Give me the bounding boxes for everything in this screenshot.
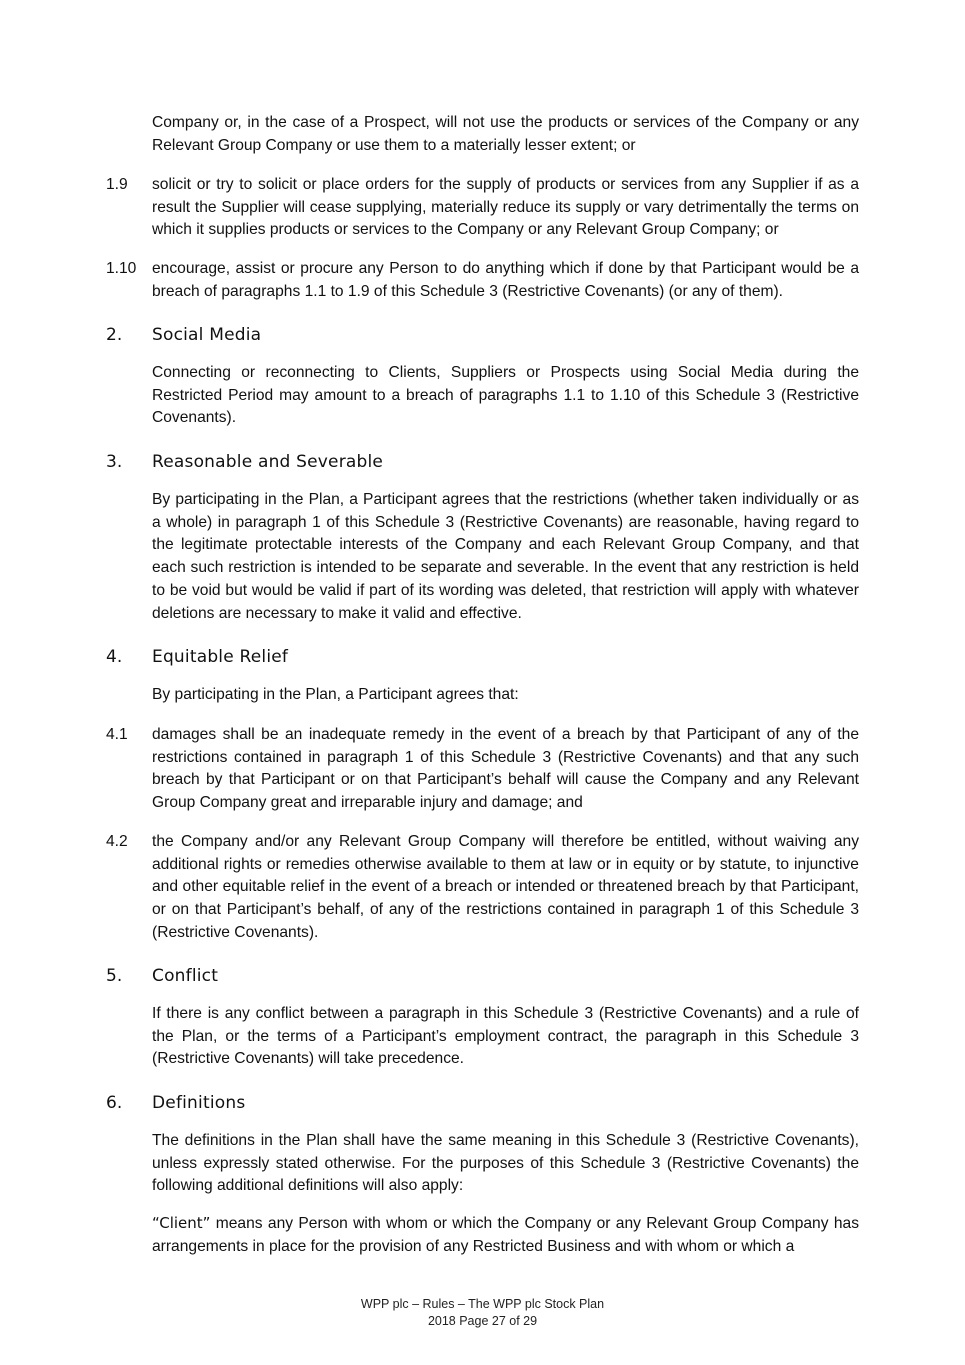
footer-page-number: 2018 Page 27 of 29 [427, 1314, 538, 1328]
page-footer [0, 1296, 965, 1330]
section-heading: Conflict [152, 966, 219, 986]
section-body: Connecting or reconnecting to Clients, Suppliers or Prospects using Social Media during the Restricted Period may amount to a breach of paragraphs 1.1 to 1.10 of this Schedule 3 (Restrictive Covenants). [152, 364, 859, 427]
section-heading: Definitions [152, 1093, 246, 1113]
section-body: The definitions in the Plan shall have the same meaning in this Schedule 3 (Restrictive Covenants), unless expressly stated otherwise. For the purposes of this Schedule 3 (Restrictive Covenants) the following additional definitions will also apply: [152, 1132, 859, 1195]
subitem-text: the Company and/or any Relevant Group Company will therefore be entitled, without waiving any additional rights or remedies otherwise available to them at law or in equity or by statute, to injunctive and other equitable relief in the event of a breach or intended or threatened breach by that Participant, or on that Participant’s behalf, of any of the restrictions contained in paragraph 1 of this Schedule 3 (Restrictive Covenants). [152, 833, 859, 941]
section-heading: Reasonable and Severable [152, 452, 384, 472]
definition-text: means any Person with whom or which the Company or any Relevant Group Company has arrangements in place for the provision of any Restricted Business and with whom or which a [152, 1215, 859, 1255]
definition-paragraph [152, 1212, 859, 1258]
continuation-paragraph: Company or, in the case of a Prospect, will not use the products or services of the Company or any Relevant Group Company or use them to a materially lesser extent; or [152, 114, 859, 154]
subitem-number: 4.1 [106, 726, 128, 743]
subitem-text: damages shall be an inadequate remedy in the event of a breach by that Participant of any of the restrictions contained in paragraph 1 of this Schedule 3 (Restrictive Covenants) and that any such breach by that Participant or on that Participant’s behalf will cause the Company and any Relevant Group Company great and irreparable injury and damage; and [152, 726, 859, 812]
item-number: 1.9 [106, 176, 128, 193]
section-body: If there is any conflict between a paragraph in this Schedule 3 (Restrictive Covenants) and a rule of the Plan, or the terms of a Participant’s employment contract, the paragraph in this Schedule 3 (Restrictive Covenants) will take precedence. [152, 1005, 859, 1068]
section-number: 4. [106, 647, 123, 667]
section-number: 2. [106, 325, 123, 345]
footer-title: WPP plc – Rules – The WPP plc Stock Plan [360, 1297, 605, 1311]
section-body: By participating in the Plan, a Participant agrees that the restrictions (whether taken individually or as a whole) in paragraph 1 of this Schedule 3 (Restrictive Covenants) are reasonable, having regard to the legitimate protectable interests of the Company and each Relevant Group Company, and that each such restriction is intended to be separate and severable. In the event that any restriction is held to be void but would be valid if part of its wording was deleted, that restriction will apply with whatever deletions are necessary to make it valid and effective. [152, 491, 859, 622]
section-number: 3. [106, 452, 123, 472]
section-heading: Equitable Relief [152, 647, 289, 667]
item-text: encourage, assist or procure any Person to do anything which if done by that Participant would be a breach of paragraphs 1.1 to 1.9 of this Schedule 3 (Restrictive Covenants) (or any of them). [152, 260, 859, 300]
section-heading: Social Media [152, 325, 262, 345]
subitem-number: 4.2 [106, 833, 128, 850]
section-number: 5. [106, 966, 123, 986]
item-text: solicit or try to solicit or place orders for the supply of products or services from any Supplier if as a result the Supplier will cease supplying, materially reduce its supply or vary detrimentally the terms on which it supplies products or services to the Company or any Relevant Group Company; or [152, 176, 859, 239]
section-body: By participating in the Plan, a Participant agrees that: [152, 686, 519, 703]
section-number: 6. [106, 1093, 123, 1113]
definition-term: “Client” [152, 1214, 211, 1232]
item-number: 1.10 [106, 260, 137, 277]
